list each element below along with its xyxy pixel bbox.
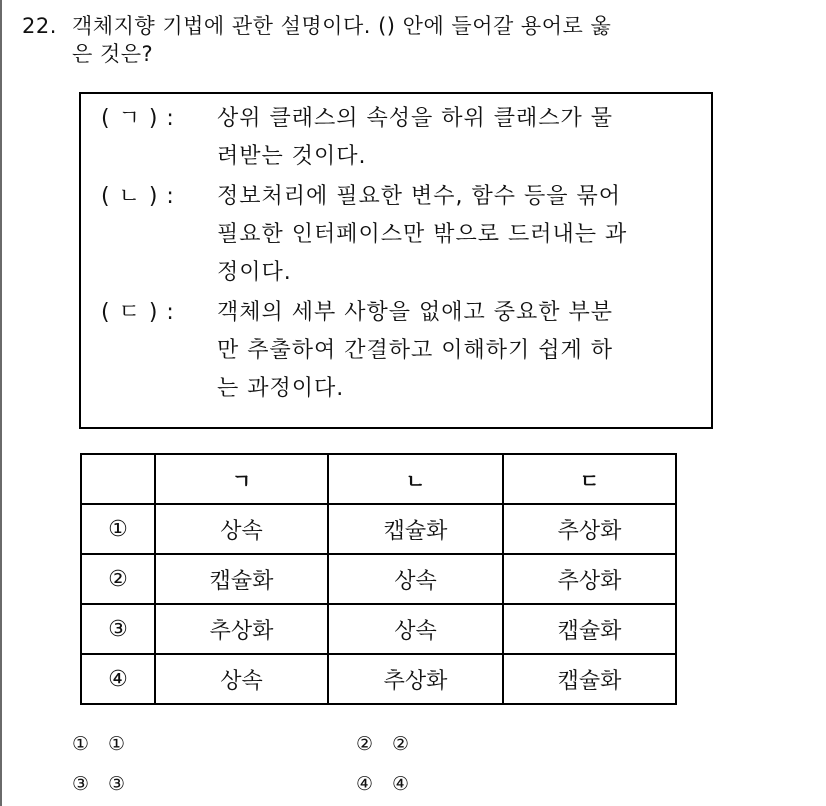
table-cell: 추상화 (155, 604, 328, 654)
table-cell: ② (81, 554, 155, 604)
choice-text: ① (108, 733, 126, 755)
definition-line: 려받는 것이다. (217, 144, 367, 169)
choice-text: ③ (108, 773, 126, 795)
answer-choice-2[interactable] (356, 733, 409, 755)
definition-line: 객체의 세부 사항을 없애고 중요한 부분 (217, 300, 613, 325)
question-stem (22, 12, 782, 68)
table-cell: 상속 (328, 604, 503, 654)
definition-tag: ( ㄷ ) : (101, 300, 175, 325)
table-cell: 상속 (155, 504, 328, 554)
definition-line: 정이다. (217, 260, 292, 285)
choice-text: ④ (392, 773, 410, 795)
table-cell: 캡슐화 (155, 554, 328, 604)
table-header-cell: ㄷ (503, 454, 676, 504)
definitions-box (79, 92, 713, 429)
table-header-cell: ㄴ (328, 454, 503, 504)
page-left-border (0, 0, 2, 806)
table-cell: 추상화 (503, 554, 676, 604)
options-table (80, 453, 677, 705)
table-cell: 상속 (328, 554, 503, 604)
definition-line: 상위 클래스의 속성을 하위 클래스가 물 (217, 106, 613, 131)
question-text-line1: 객체지향 기법에 관한 설명이다. () 안에 들어갈 용어로 옳 (72, 14, 612, 38)
definition-tag: ( ㄴ ) : (101, 184, 175, 209)
table-header-cell: ㄱ (155, 454, 328, 504)
table-row (81, 654, 676, 704)
question-text-line2: 은 것은? (72, 42, 154, 66)
answer-choice-4[interactable] (356, 773, 409, 795)
definition-tag: ( ㄱ ) : (101, 106, 175, 131)
choice-marker: ③ (72, 773, 90, 795)
definition-body (217, 178, 717, 292)
choice-marker: ④ (356, 773, 374, 795)
definition-line: 필요한 인터페이스만 밖으로 드러내는 과 (217, 222, 628, 247)
table-cell: 캡슐화 (503, 604, 676, 654)
table-cell: ① (81, 504, 155, 554)
table-cell: ④ (81, 654, 155, 704)
table-cell: 캡슐화 (328, 504, 503, 554)
definition-line: 정보처리에 필요한 변수, 함수 등을 묶어 (217, 184, 621, 209)
question-number: 22. (22, 14, 57, 38)
definition-body (217, 294, 717, 408)
table-header-row (81, 454, 676, 504)
table-row (81, 504, 676, 554)
table-cell: 캡슐화 (503, 654, 676, 704)
choice-text: ② (392, 733, 410, 755)
table-cell: ③ (81, 604, 155, 654)
choice-marker: ① (72, 733, 90, 755)
definition-body (217, 100, 717, 176)
table-cell: 추상화 (503, 504, 676, 554)
answer-choice-3[interactable] (72, 773, 125, 795)
definition-line: 는 과정이다. (217, 376, 345, 401)
table-header-cell (81, 454, 155, 504)
answer-choice-1[interactable] (72, 733, 125, 755)
table-row (81, 554, 676, 604)
definition-line: 만 추출하여 간결하고 이해하기 쉽게 하 (217, 338, 613, 363)
table-cell: 상속 (155, 654, 328, 704)
table-row (81, 604, 676, 654)
choice-marker: ② (356, 733, 374, 755)
table-cell: 추상화 (328, 654, 503, 704)
